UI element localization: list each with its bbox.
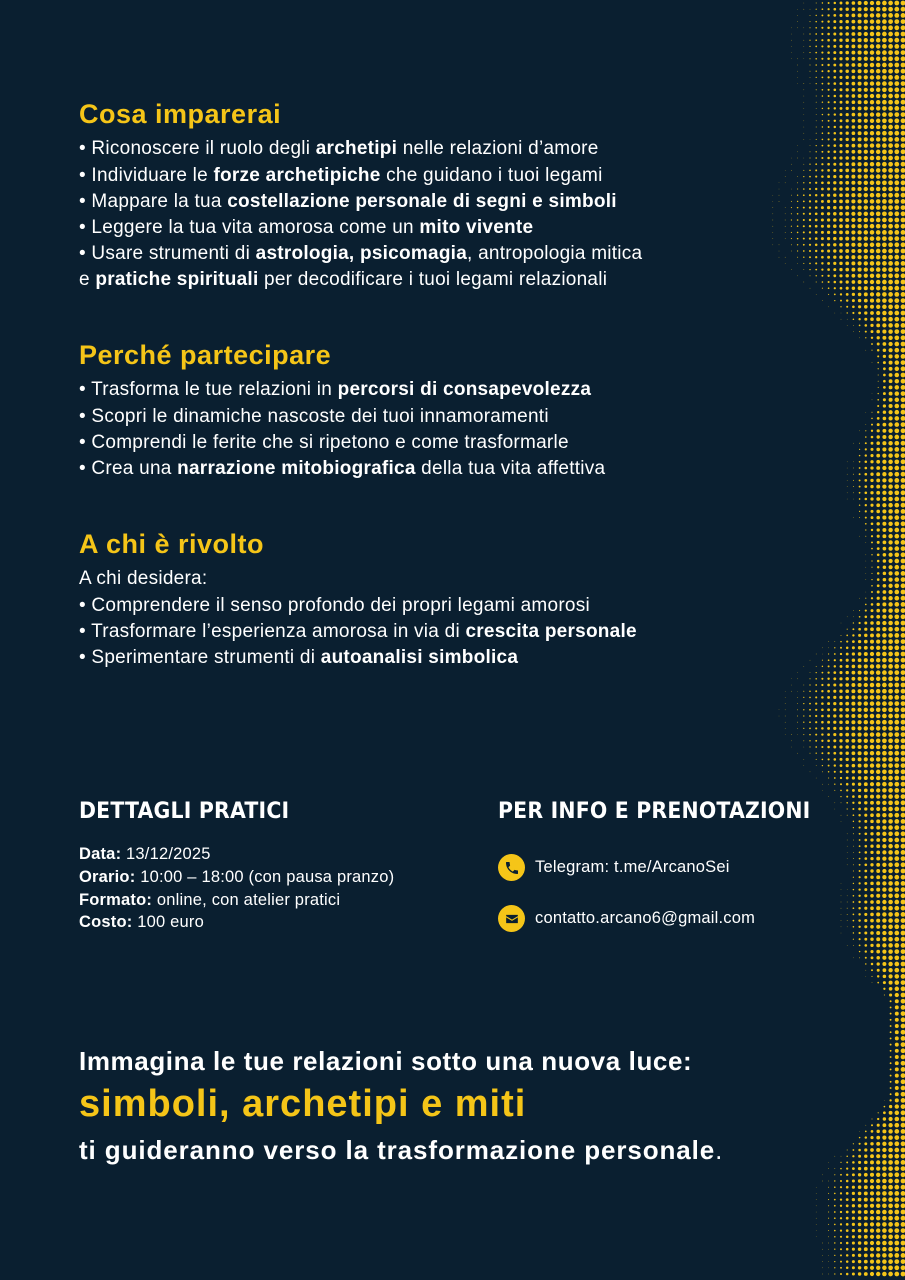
list-item-text: per decodificare i tuoi legami relazionali: [258, 269, 608, 291]
closing-line-3-text: ti guideranno verso la trasformazione personale: [79, 1135, 716, 1165]
list-item-text: • Comprendi le ferite che si ripetono e come trasformarle: [79, 431, 569, 453]
detail-value: 100 euro: [132, 913, 204, 932]
list-item-text: • Sperimentare strumenti di: [79, 647, 321, 668]
detail-label: Formato:: [79, 890, 153, 909]
list-item-text: • Scopri le dinamiche nascoste dei tuoi innamoramenti: [79, 405, 549, 427]
detail-row-cost: [79, 911, 394, 934]
detail-label: Orario:: [79, 867, 136, 886]
list-item: [79, 163, 779, 189]
list-item: [79, 404, 779, 430]
learn-list: [79, 136, 779, 293]
closing-highlight: simboli, archetipi e miti: [79, 1083, 527, 1125]
list-item-text: • Riconoscere il ruolo degli: [79, 138, 316, 160]
list-item: [79, 430, 779, 456]
detail-row-time: [79, 866, 394, 889]
list-item-text: e: [79, 269, 96, 291]
list-item: [79, 267, 779, 293]
detail-value: 13/12/2025: [121, 845, 211, 863]
detail-value: online, con atelier pratici: [152, 890, 341, 909]
list-item: [79, 377, 779, 403]
list-item-text: • Trasforma le tue relazioni in: [79, 379, 338, 401]
list-item-text: • Crea una: [79, 458, 178, 479]
list-item-text: • Usare strumenti di: [79, 243, 256, 265]
list-item-text: della tua vita affettiva: [415, 458, 606, 479]
list-item-emphasis: mito vivente: [419, 217, 534, 238]
detail-label: Data:: [79, 845, 122, 863]
envelope-icon: [498, 905, 525, 932]
list-item-text: • Leggere la tua vita amorosa come un: [79, 217, 420, 238]
list-item: [79, 456, 779, 482]
list-item-emphasis: forze archetipiche: [213, 164, 381, 186]
list-item-text: • Trasformare l’esperienza amorosa in via di: [79, 620, 466, 642]
email-link[interactable]: contatto.arcano6@gmail.com: [535, 909, 756, 927]
why-section: [79, 339, 779, 482]
telegram-contact[interactable]: [498, 854, 730, 881]
learn-section: [79, 98, 779, 294]
contact-title: PER INFO E PRENOTAZIONI: [498, 799, 811, 824]
list-item: [79, 215, 779, 241]
email-contact[interactable]: [498, 905, 755, 932]
detail-row-date: [79, 843, 394, 866]
who-list: [79, 566, 779, 671]
detail-value: 10:00 – 18:00 (con pausa pranzo): [135, 867, 395, 886]
list-item: [79, 241, 779, 267]
learn-heading: Cosa imparerai: [79, 99, 282, 129]
list-item: [79, 645, 779, 671]
details-list: [79, 843, 394, 934]
list-item-text: • Comprendere il senso profondo dei propri legami amorosi: [79, 594, 590, 616]
halftone-dots-decoration: [770, 0, 905, 1280]
list-item-emphasis: percorsi di consapevolezza: [337, 379, 592, 401]
list-item-emphasis: archetipi: [315, 138, 398, 160]
closing-line-3-end: .: [715, 1135, 724, 1165]
list-item-text: • Individuare le: [79, 164, 214, 186]
list-item-emphasis: astrologia, psicomagia: [255, 243, 468, 265]
telegram-link[interactable]: Telegram: t.me/ArcanoSei: [535, 858, 730, 876]
closing-line-1: Immagina le tue relazioni sotto una nuova luce:: [79, 1046, 693, 1076]
closing-line-3: [79, 1135, 723, 1166]
list-item-emphasis: narrazione mitobiografica: [177, 458, 416, 479]
list-item-emphasis: pratiche spirituali: [95, 269, 259, 291]
list-item-emphasis: autoanalisi simbolica: [320, 647, 519, 668]
list-item-text: nelle relazioni d’amore: [397, 138, 599, 160]
detail-label: Costo:: [79, 913, 133, 932]
list-item-emphasis: crescita personale: [465, 620, 637, 642]
details-title: DETTAGLI PRATICI: [79, 799, 290, 824]
who-heading: A chi è rivolto: [79, 529, 265, 559]
who-section: [79, 528, 779, 671]
list-item: [79, 593, 779, 619]
list-item-text: , antropologia mitica: [467, 243, 643, 265]
phone-icon: [498, 854, 525, 881]
list-item-text: A chi desidera:: [79, 568, 208, 590]
list-item: [79, 619, 779, 645]
detail-row-format: [79, 889, 394, 912]
list-item-text: che guidano i tuoi legami: [380, 164, 603, 186]
list-item-text: • Mappare la tua: [79, 190, 228, 212]
list-item: [79, 566, 779, 592]
list-item-emphasis: costellazione personale di segni e simboli: [227, 190, 617, 212]
list-item: [79, 189, 779, 215]
list-item: [79, 136, 779, 162]
why-heading: Perché partecipare: [79, 340, 332, 370]
why-list: [79, 377, 779, 482]
